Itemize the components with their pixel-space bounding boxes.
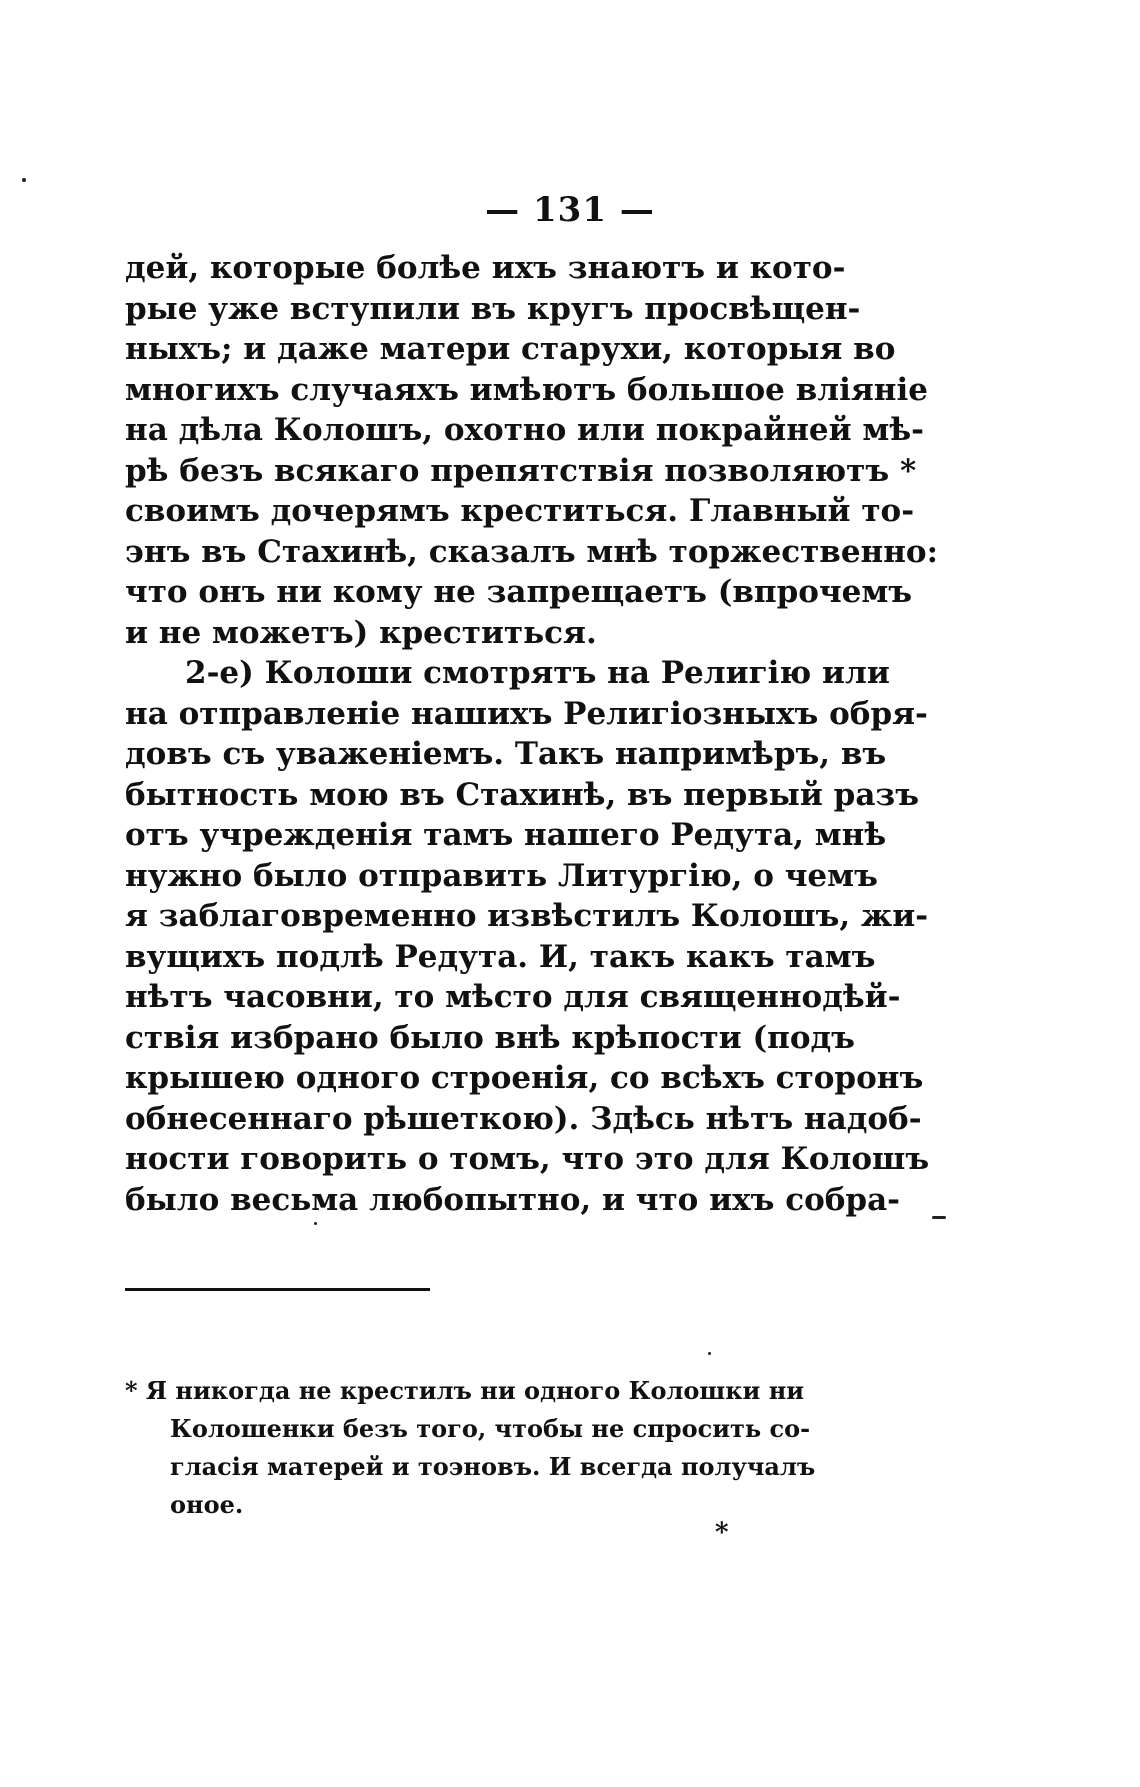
body-line: многихъ случаяхъ имѣютъ большое вліяніе bbox=[125, 371, 928, 408]
footnote-line: гласія матерей и тоэновъ. И всегда получалъ bbox=[170, 1452, 816, 1481]
speck bbox=[932, 1216, 946, 1219]
body-line: отъ учрежденія тамъ нашего Редута, мнѣ bbox=[125, 817, 887, 853]
body-line: бытность мою въ Стахинѣ, въ первый разъ bbox=[125, 776, 919, 813]
speck bbox=[22, 178, 26, 182]
body-line: ствія избрано было внѣ крѣпости (подъ bbox=[125, 1019, 855, 1056]
footnote-line: оное. bbox=[170, 1490, 244, 1519]
body-line: довъ съ уваженіемъ. Такъ напримѣръ, въ bbox=[125, 736, 887, 772]
footnote bbox=[125, 1372, 816, 1524]
speck bbox=[708, 1352, 711, 1355]
body-line: своимъ дочерямъ креститься. Главный то- bbox=[125, 493, 915, 529]
body-line: я заблаговременно извѣстилъ Колошъ, жи- bbox=[125, 898, 929, 934]
body-line: энъ въ Стахинѣ, сказалъ мнѣ торжественно: bbox=[125, 533, 939, 570]
body-line: и не можетъ) креститься. bbox=[125, 614, 597, 651]
page-number: — 131 — bbox=[485, 190, 655, 230]
body-line: рѣ безъ всякаго препятствія позволяютъ * bbox=[125, 452, 917, 489]
body-line: обнесеннаго рѣшеткою). Здѣсь нѣтъ надоб- bbox=[125, 1100, 922, 1137]
body-line: ныхъ; и даже матери старухи, которыя во bbox=[125, 331, 896, 367]
body-line: 2-е) Колоши смотрятъ на Религію или bbox=[185, 655, 890, 691]
footnote-rule bbox=[125, 1288, 430, 1291]
body-line: рые уже вступили въ кругъ просвѣщен- bbox=[125, 290, 861, 327]
footnote-line: * Я никогда не крестилъ ни одного Колошки ни bbox=[125, 1376, 805, 1405]
body-line: крышею одного строенія, со всѣхъ сторонъ bbox=[125, 1060, 924, 1096]
stray-asterisk: * bbox=[715, 1518, 729, 1548]
body-line: на дѣла Колошъ, охотно или покрайней мѣ- bbox=[125, 412, 924, 448]
speck bbox=[314, 1222, 317, 1225]
body-line: нужно было отправить Литургію, о чемъ bbox=[125, 857, 878, 894]
body-line: что онъ ни кому не запрещаетъ (впрочемъ bbox=[125, 574, 913, 610]
body-text bbox=[125, 248, 939, 1220]
body-line: на отправленіе нашихъ Религіозныхъ обря- bbox=[125, 695, 928, 732]
body-line: дей, которые болѣе ихъ знаютъ и кото- bbox=[125, 250, 846, 286]
body-line: было весьма любопытно, и что ихъ собра- bbox=[125, 1181, 901, 1218]
body-line: нѣтъ часовни, то мѣсто для священнодѣй- bbox=[125, 979, 901, 1015]
body-line: ности говорить о томъ, что это для Колошъ bbox=[125, 1141, 930, 1177]
body-line: вущихъ подлѣ Редута. И, такъ какъ тамъ bbox=[125, 938, 876, 975]
footnote-line: Колошенки безъ того, чтобы не спросить со- bbox=[170, 1414, 811, 1443]
